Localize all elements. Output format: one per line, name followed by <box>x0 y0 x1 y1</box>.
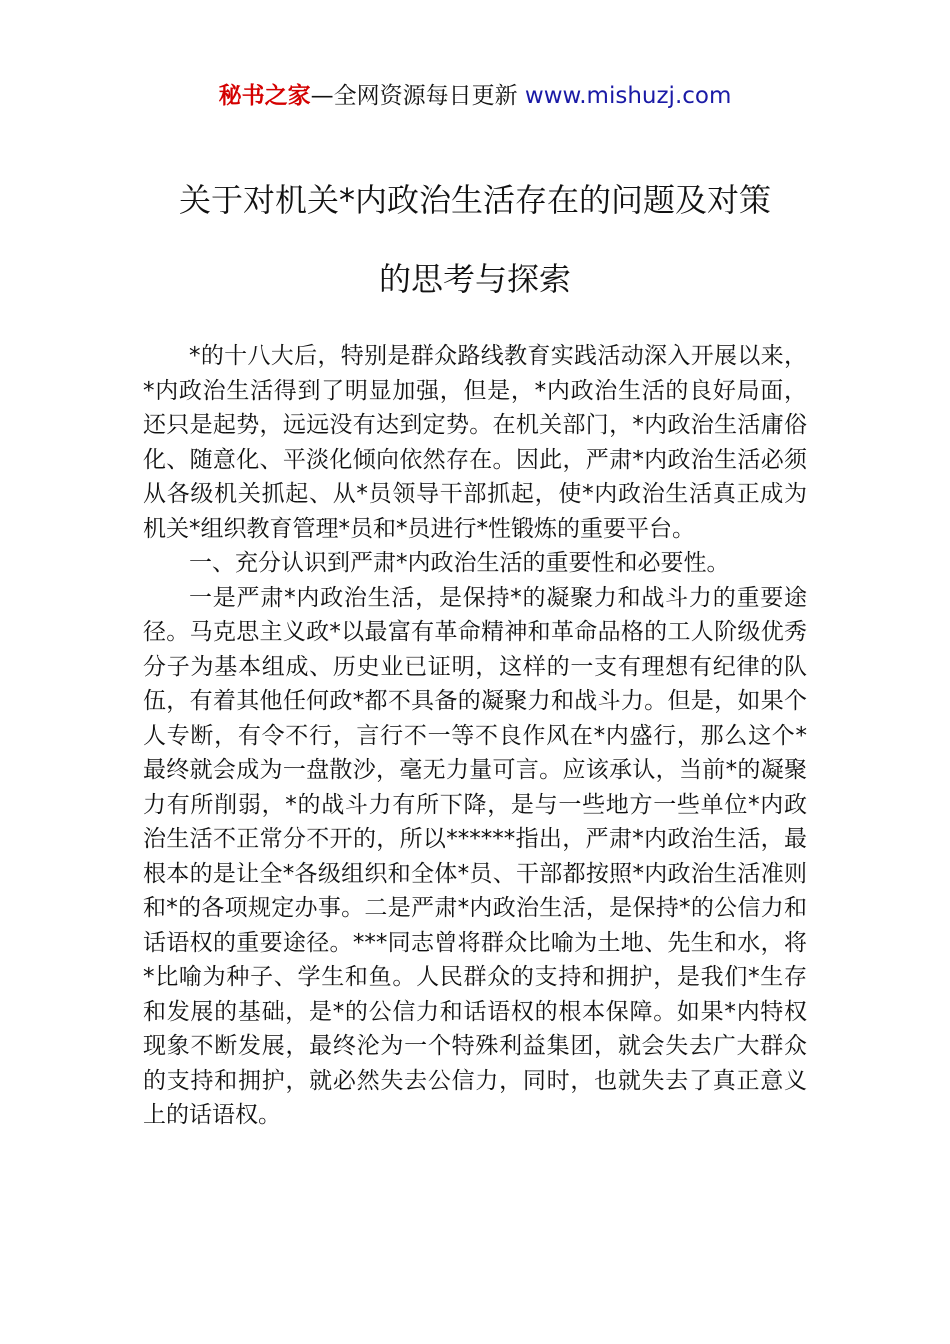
site-tagline: —全网资源每日更新 <box>310 83 518 109</box>
site-header <box>0 78 950 114</box>
section-heading-1: 一、充分认识到严肃*内政治生活的重要性和必要性。 <box>189 550 730 576</box>
document-title <box>100 176 850 303</box>
site-brand: 秘书之家 <box>218 83 311 109</box>
document-title-line-1: 关于对机关*内政治生活存在的问题及对策 <box>178 181 771 219</box>
document-title-line-2: 的思考与探索 <box>378 260 571 298</box>
document-body <box>143 339 807 1133</box>
body-paragraph: 一是严肃*内政治生活，是保持*的凝聚力和战斗力的重要途径。马克思主义政*以最富有革命精神和革命品格的工人阶级优秀分子为基本组成、历史业已证明，这样的一支有理想有纪律的队伍，有着其他任何政*都不具备的凝聚力和战斗力。但是，如果个人专断，有令不行，言行不一等不良作风在*内盛行，那么这个*最终就会成为一盘散沙，毫无力量可言。应该承认，当前*的凝聚力有所削弱，*的战斗力有所下降，是与一些地方一些单位*内政治生活不正常分不开的，所以******指出，严肃*内政治生活，最根本的是让全*各级组织和全体*员、干部都按照*内政治生活准则和*的各项规定办事。二是严肃*内政治生活，是保持*的公信力和话语权的重要途径。***同志曾将群众比喻为土地、先生和水，将*比喻为种子、学生和鱼。人民群众的支持和拥护，是我们*生存和发展的基础，是*的公信力和话语权的根本保障。如果*内特权现象不断发展，最终沦为一个特殊利益集团，就会失去广大群众的支持和拥护，就必然失去公信力，同时，也就失去了真正意义上的话语权。 <box>143 584 807 1128</box>
intro-paragraph: *的十八大后，特别是群众路线教育实践活动深入开展以来，*内政治生活得到了明显加强，但是，*内政治生活的良好局面，还只是起势，远远没有达到定势。在机关部门，*内政治生活庸俗化、随意化、平淡化倾向依然存在。因此，严肃*内政治生活必须从各级机关抓起、从*员领导干部抓起，使*内政治生活真正成为机关*组织教育管理*员和*员进行*性锻炼的重要平台。 <box>143 343 807 542</box>
site-url-link[interactable]: www.mishuzj.com <box>524 83 732 109</box>
